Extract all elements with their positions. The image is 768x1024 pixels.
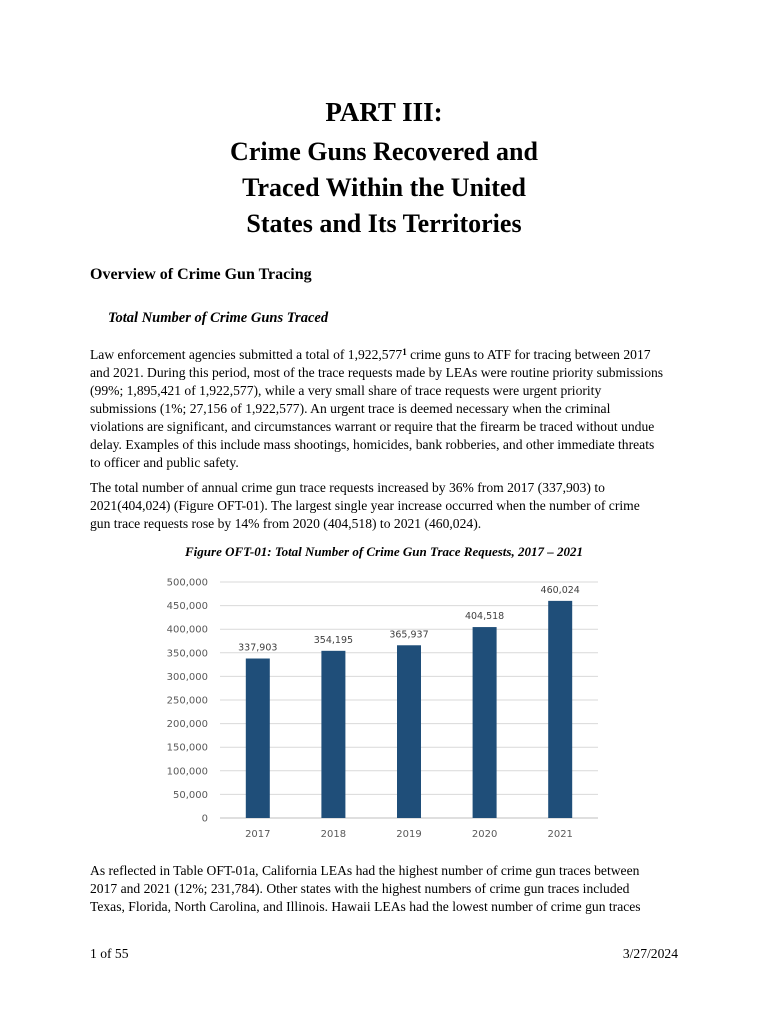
paragraph-line (90, 343, 690, 364)
y-tick-label: 450,000 (166, 601, 208, 613)
x-tick-label: 2021 (547, 829, 573, 840)
paragraph-line: The total number of annual crime gun trace requests increased by 36% from 2017 (337,903) to (90, 480, 605, 495)
paragraph-line: to officer and public safety. (90, 455, 239, 470)
y-tick-label: 350,000 (166, 648, 208, 660)
footnote-marker[interactable]: 1 (402, 347, 407, 357)
part-subtitle (0, 134, 768, 242)
paragraph-line: 2017 and 2021 (12%; 231,784). Other states with the highest numbers of crime gun traces included (90, 881, 630, 896)
paragraph-line: Texas, Florida, North Carolina, and Illinois. Hawaii LEAs had the lowest number of crime gun traces (90, 899, 641, 914)
x-tick-label: 2019 (396, 829, 422, 840)
y-tick-label: 0 (201, 813, 208, 825)
section-heading: Overview of Crime Gun Tracing (90, 266, 312, 283)
paragraph-line: violations are significant, and circumstances warrant or require that the firearm be traced without undue (90, 419, 655, 434)
subtitle-line: States and Its Territories (246, 209, 522, 238)
data-label: 365,937 (389, 629, 429, 641)
part-heading: PART III: (325, 97, 443, 127)
bar (246, 659, 270, 818)
paragraph-line: 2021(404,024) (Figure OFT-01). The largest single year increase occurred when the number of crime (90, 498, 640, 513)
bar (397, 645, 421, 818)
bar (548, 601, 572, 818)
footer-date: 3/27/2024 (622, 946, 678, 961)
paragraph-total-traced (90, 343, 690, 472)
x-tick-label: 2017 (245, 829, 271, 840)
bar (321, 651, 345, 818)
paragraph-line: As reflected in Table OFT-01a, California LEAs had the highest number of crime gun traces between (90, 863, 640, 878)
y-tick-label: 250,000 (166, 695, 208, 707)
subtitle-line: Crime Guns Recovered and (230, 137, 538, 166)
bar (473, 627, 497, 818)
paragraph-line: (99%; 1,895,421 of 1,922,577), while a very small share of trace requests were urgent priority (90, 383, 602, 398)
y-tick-label: 50,000 (173, 789, 208, 801)
y-tick-label: 150,000 (166, 742, 208, 754)
page-number: 1 of 55 (90, 946, 129, 961)
data-label: 404,518 (464, 611, 505, 623)
text-span: Law enforcement agencies submitted a total of 1,922,577 (90, 347, 403, 362)
subtitle-line: Traced Within the United (242, 173, 526, 202)
paragraph-state-traces (90, 862, 690, 916)
y-tick-label: 100,000 (166, 766, 208, 778)
y-tick-label: 300,000 (166, 671, 208, 683)
x-tick-label: 2018 (320, 829, 347, 840)
trace-requests-bar-chart (150, 568, 610, 844)
data-label: 460,024 (540, 584, 580, 596)
paragraph-line: gun trace requests rose by 14% from 2020 (404,518) to 2021 (460,024). (90, 516, 482, 531)
data-label: 354,195 (313, 634, 354, 646)
paragraph-line: submissions (1%; 27,156 of 1,922,577). An urgent trace is deemed necessary when the criminal (90, 401, 611, 416)
paragraph-line: and 2021. During this period, most of the trace requests made by LEAs were routine priority submissions (90, 365, 664, 380)
figure-caption: Figure OFT-01: Total Number of Crime Gun Trace Requests, 2017 – 2021 (185, 544, 583, 559)
y-tick-label: 500,000 (166, 577, 208, 589)
y-tick-label: 200,000 (166, 719, 208, 731)
y-tick-label: 400,000 (166, 624, 208, 636)
document-title (0, 94, 768, 242)
data-label: 337,903 (238, 642, 278, 654)
paragraph-line: delay. Examples of this include mass shootings, homicides, bank robberies, and other immediate threats (90, 437, 655, 452)
subsection-heading: Total Number of Crime Guns Traced (108, 310, 329, 326)
text-span: crime guns to ATF for tracing between 2017 (406, 347, 651, 362)
x-tick-label: 2020 (471, 829, 498, 840)
paragraph-annual-increase (90, 479, 690, 533)
